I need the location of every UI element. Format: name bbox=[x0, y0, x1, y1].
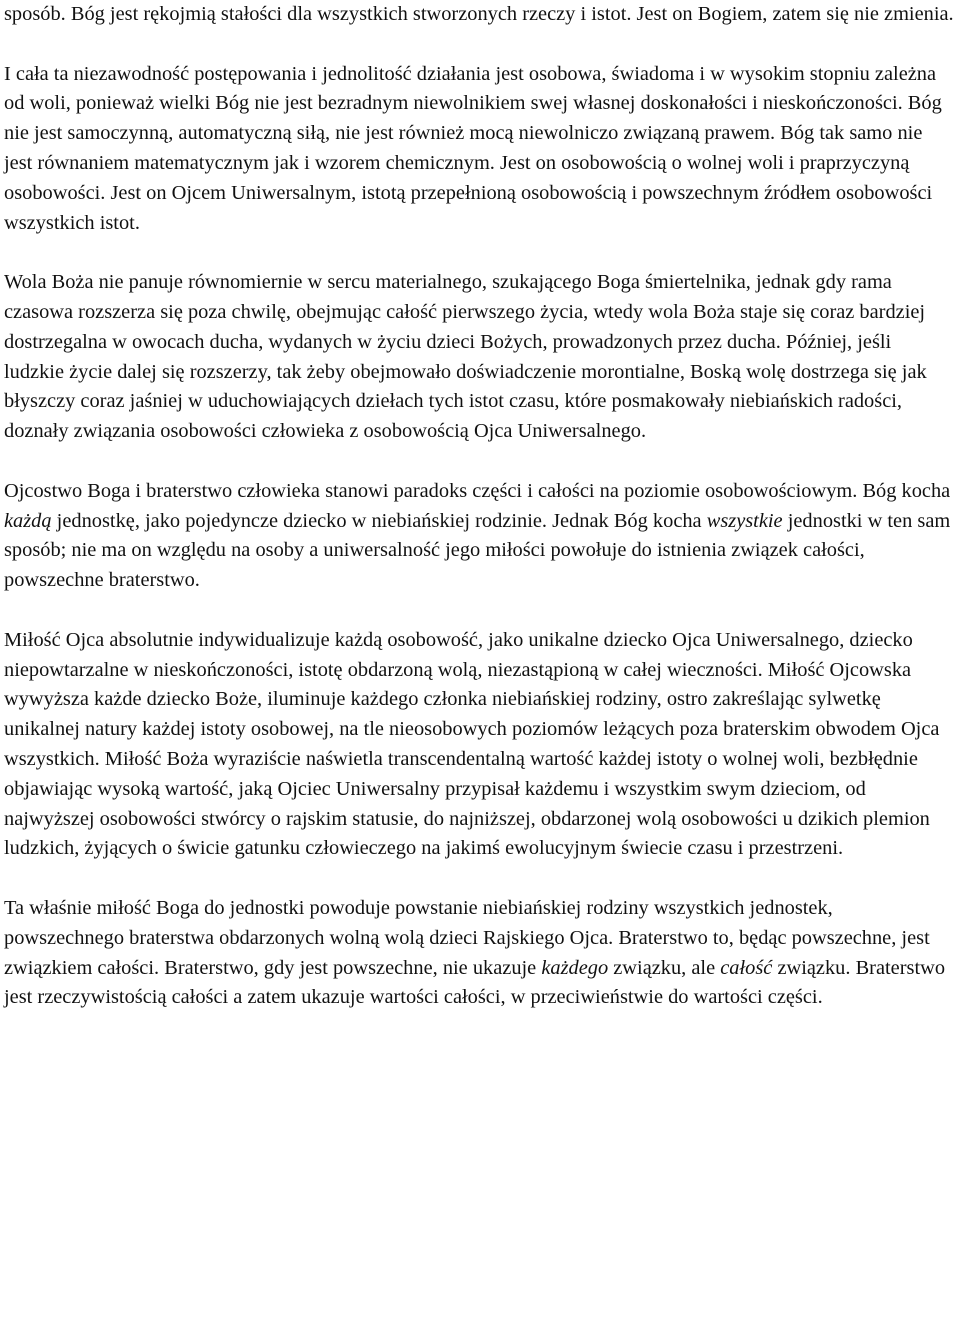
paragraph-5 bbox=[4, 626, 954, 864]
paragraph-text: Ojcostwo Boga i braterstwo człowieka stanowi paradoks części i całości na poziomie osobowościowym. Bóg kocha bbox=[4, 479, 951, 502]
paragraph-text: Wola Boża nie panuje równomiernie w sercu materialnego, szukającego Boga śmiertelnika, jednak gdy rama czasowa rozszerza się poza chwilę, obejmując całość pierwszego życia, wtedy wola Boża staje się coraz bardziej dostrzegalna w owocach ducha, wydanych w życiu dzieci Bożych, prowadzonych przez ducha. Później, jeśli ludzkie życie dalej się rozszerzy, tak żeby obejmowało doświadczenie morontialne, Boską wolę dostrzega się jak błyszczy coraz jaśniej w uduchowiających dziełach tych istot czasu, które posmakowały niebiańskich radości, doznały związania osobowości człowieka z osobowością Ojca Uniwersalnego. bbox=[4, 271, 927, 443]
paragraph-text: jednostki w ten sam sposób; nie ma on względu na osoby a uniwersalność jego miłości powołuje do istnienia związek całości, powszechne braterstwo. bbox=[4, 509, 951, 592]
paragraph-text: Ta właśnie miłość Boga do jednostki powoduje powstanie niebiańskiej rodziny wszystkich jednostek, powszechnego braterstwa obdarzonych wolną wolą dzieci Rajskiego Ojca. Braterstwo to, będąc powszechne, jest związkiem całości. Braterstwo, gdy jest powszechne, nie ukazuje bbox=[4, 896, 930, 979]
emphasis-text: każdą bbox=[4, 509, 52, 532]
paragraph-text: Miłość Ojca absolutnie indywidualizuje każdą osobowość, jako unikalne dziecko Ojca Uniwersalnego, dziecko niepowtarzalne w nieskończoności, istotę obdarzoną wolą, niezastąpioną w całej wieczności. Miłość Ojcowska wywyższa każde dziecko Boże, iluminuje każdego członka niebiańskiej rodziny, ostro zakreślając sylwetkę unikalnej natury każdej istoty osobowej, na tle nieosobowych poziomów leżących poza braterskim obwodem Ojca wszystkich. Miłość Boża wyraziście naświetla transcendentalną wartość każdej istoty o wolnej woli, bezbłędnie objawiając wysoką wartość, jaką Ojciec Uniwersalny przypisał każdemu i wszystkim swym dzieciom, od najwyższej osobowości stwórcy o rajskim statusie, do najniższej, obdarzonej wolą osobowości u dzikich plemion ludzkich, żyjących o świcie gatunku człowieczego na jakimś ewolucyjnym świecie czasu i przestrzeni. bbox=[4, 628, 940, 860]
paragraph-3 bbox=[4, 268, 954, 447]
emphasis-text: każdego bbox=[541, 956, 609, 979]
document-page bbox=[4, 0, 954, 1013]
paragraph-text: I cała ta niezawodność postępowania i jednolitość działania jest osobowa, świadoma i w wysokim stopniu zależna od woli, ponieważ wielki Bóg nie jest bezradnym niewolnikiem swej własnej doskonałości i nieskończoności. Bóg nie jest samoczynną, automatyczną siłą, nie jest również mocą niewolniczo związaną prawem. Bóg tak samo nie jest równaniem matematycznym jak i wzorem chemicznym. Jest on osobowością o wolnej woli i praprzyczyną osobowości. Jest on Ojcem Uniwersalnym, istotą przepełnioną osobowością i powszechnym źródłem osobowości wszystkich istot. bbox=[4, 62, 942, 234]
paragraph-text: związku, ale bbox=[608, 956, 721, 979]
paragraph-6 bbox=[4, 894, 954, 1013]
emphasis-text: wszystkie bbox=[706, 509, 783, 532]
paragraph-4 bbox=[4, 477, 954, 596]
paragraph-text: związku. Braterstwo jest rzeczywistością całości a zatem ukazuje wartości całości, w przeciwieństwie do wartości części. bbox=[4, 956, 946, 1009]
paragraph-text: jednostkę, jako pojedyncze dziecko w niebiańskiej rodzinie. Jednak Bóg kocha bbox=[51, 509, 707, 532]
paragraph-1 bbox=[4, 0, 954, 30]
paragraph-text: sposób. Bóg jest rękojmią stałości dla wszystkich stworzonych rzeczy i istot. Jest on Bogiem, zatem się nie zmienia. bbox=[4, 3, 954, 25]
emphasis-text: całość bbox=[720, 956, 773, 979]
paragraph-2 bbox=[4, 60, 954, 239]
